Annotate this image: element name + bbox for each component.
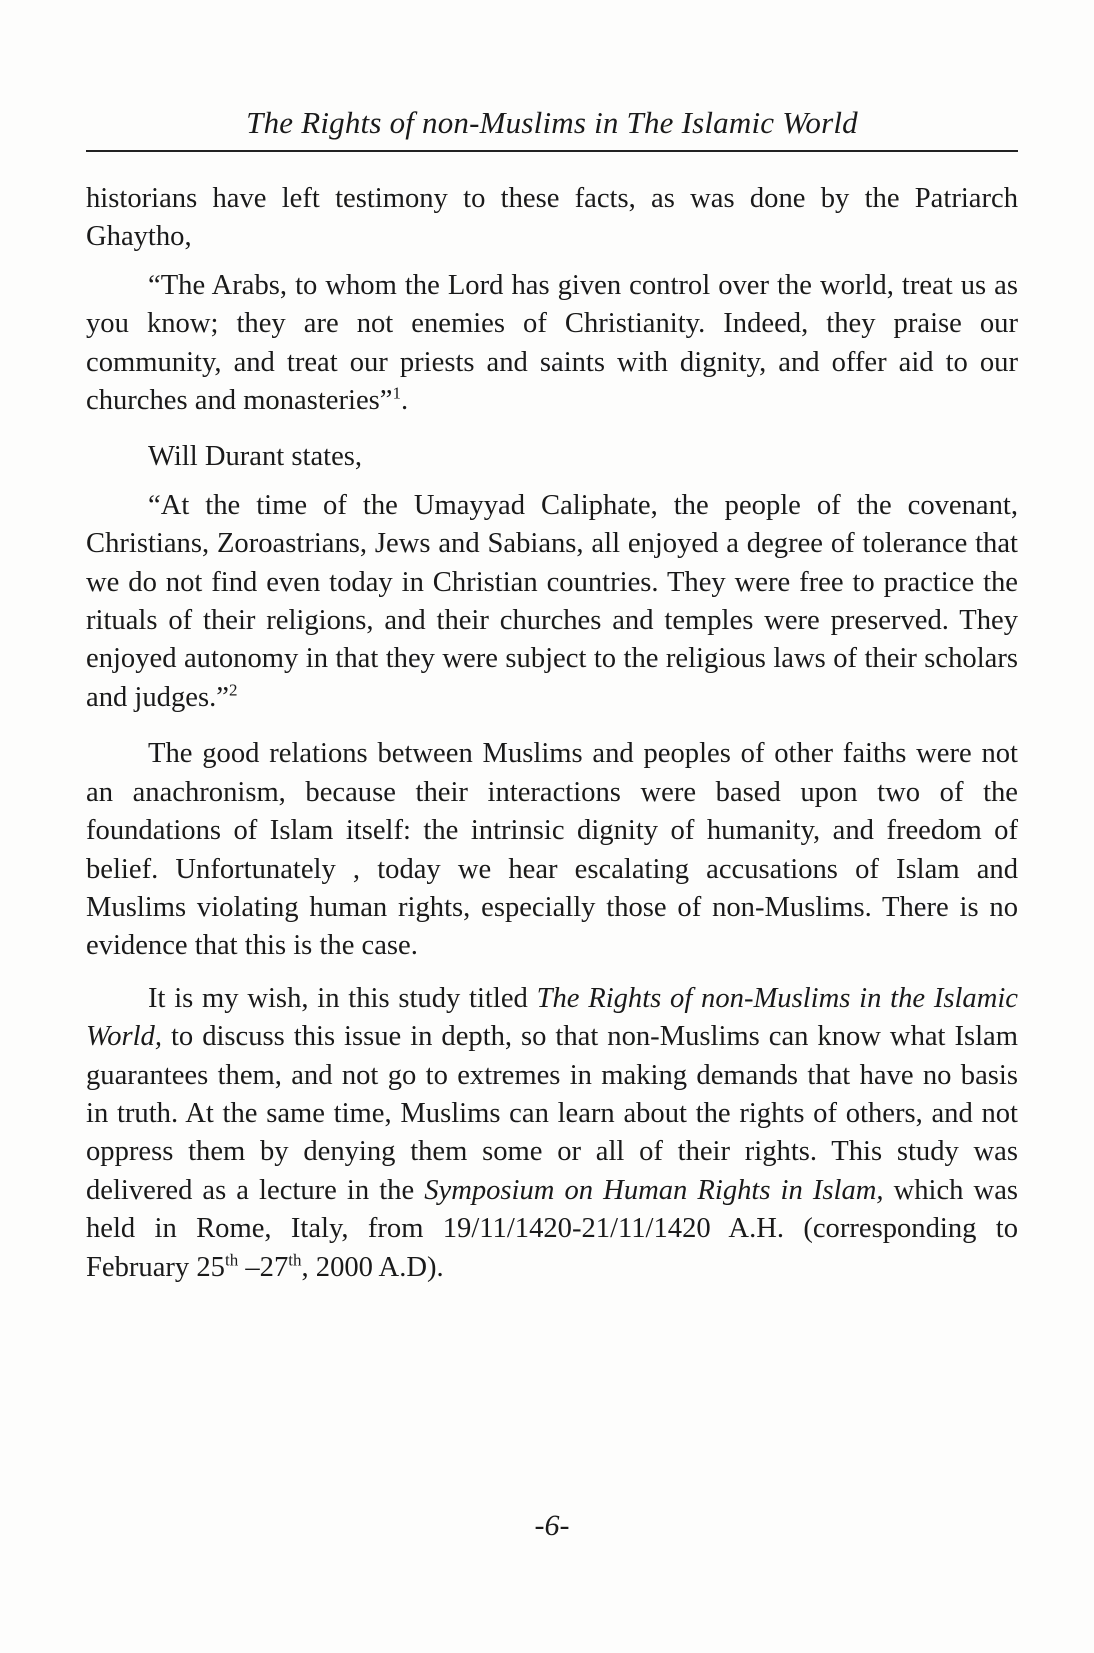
paragraph-study bbox=[86, 980, 1018, 1287]
quote-patriarch bbox=[86, 267, 1018, 421]
paragraph-durant-intro: Will Durant states, bbox=[148, 441, 363, 473]
quote-patriarch-end: . bbox=[400, 385, 409, 417]
ordinal-th-1: th bbox=[224, 1250, 239, 1270]
study-title: The Rights of non-Muslims in the Islamic World, bbox=[86, 982, 1018, 1053]
footnote-ref-2: 2 bbox=[228, 680, 238, 700]
page-number: -6- bbox=[534, 1509, 570, 1542]
symposium-title: Symposium on Human Rights in Islam, bbox=[424, 1174, 884, 1206]
study-text-a: It is my wish, in this study titled bbox=[148, 982, 537, 1014]
ordinal-th-2: th bbox=[288, 1250, 302, 1270]
quote-durant bbox=[86, 487, 1018, 717]
body-text bbox=[86, 180, 1018, 1287]
study-text-c: which was held in Rome, Italy, from 19/11/1420-21/11/1420 A.H. (corresponding to February 25 bbox=[86, 1174, 1019, 1283]
study-text-b: to discuss this issue in depth, so that non-Muslims can know what Islam guarantees them, and not go to extremes in making demands that have no basis in truth. At the same time, Muslims can learn about the rights of others, and not oppress them by denying them some or all of their rights. This study was delivered as a lecture in the bbox=[86, 1021, 1018, 1206]
footnote-ref-1: 1 bbox=[392, 383, 401, 403]
paragraph-relations: The good relations between Muslims and peoples of other faiths were not an anachronism, because their interactions were based upon two of the foundations of Islam itself: the intrinsic dignity of humanity, and freedom of belief. Unfortunately , today we hear escalating accusations of Islam and Muslims violating human rights, especially those of non-Muslims. There is no evidence that this is the case. bbox=[86, 738, 1018, 962]
paragraph-intro: historians have left testimony to these facts, as was done by the Patriarch Ghaytho, bbox=[86, 183, 1018, 253]
study-text-d: –27 bbox=[238, 1251, 289, 1283]
running-header: The Rights of non-Muslims in The Islamic World bbox=[246, 105, 858, 140]
quote-durant-text: “At the time of the Umayyad Caliphate, the people of the covenant, Christians, Zoroastrians, Jews and Sabians, all enjoyed a degree of tolerance that we do not find even today in Christian countries. They were free to practice the rituals of their religions, and their churches and temples were preserved. They enjoyed autonomy in that they were subject to the religious laws of their scholars and judges.” bbox=[86, 489, 1018, 713]
header-rule bbox=[86, 150, 1018, 152]
study-text-e: , 2000 A.D). bbox=[301, 1251, 444, 1283]
quote-patriarch-text: “The Arabs, to whom the Lord has given control over the world, treat us as you know; they are not enemies of Christianity. Indeed, they praise our community, and treat our priests and saints with dignity, and offer aid to our churches and monasteries” bbox=[86, 269, 1018, 417]
